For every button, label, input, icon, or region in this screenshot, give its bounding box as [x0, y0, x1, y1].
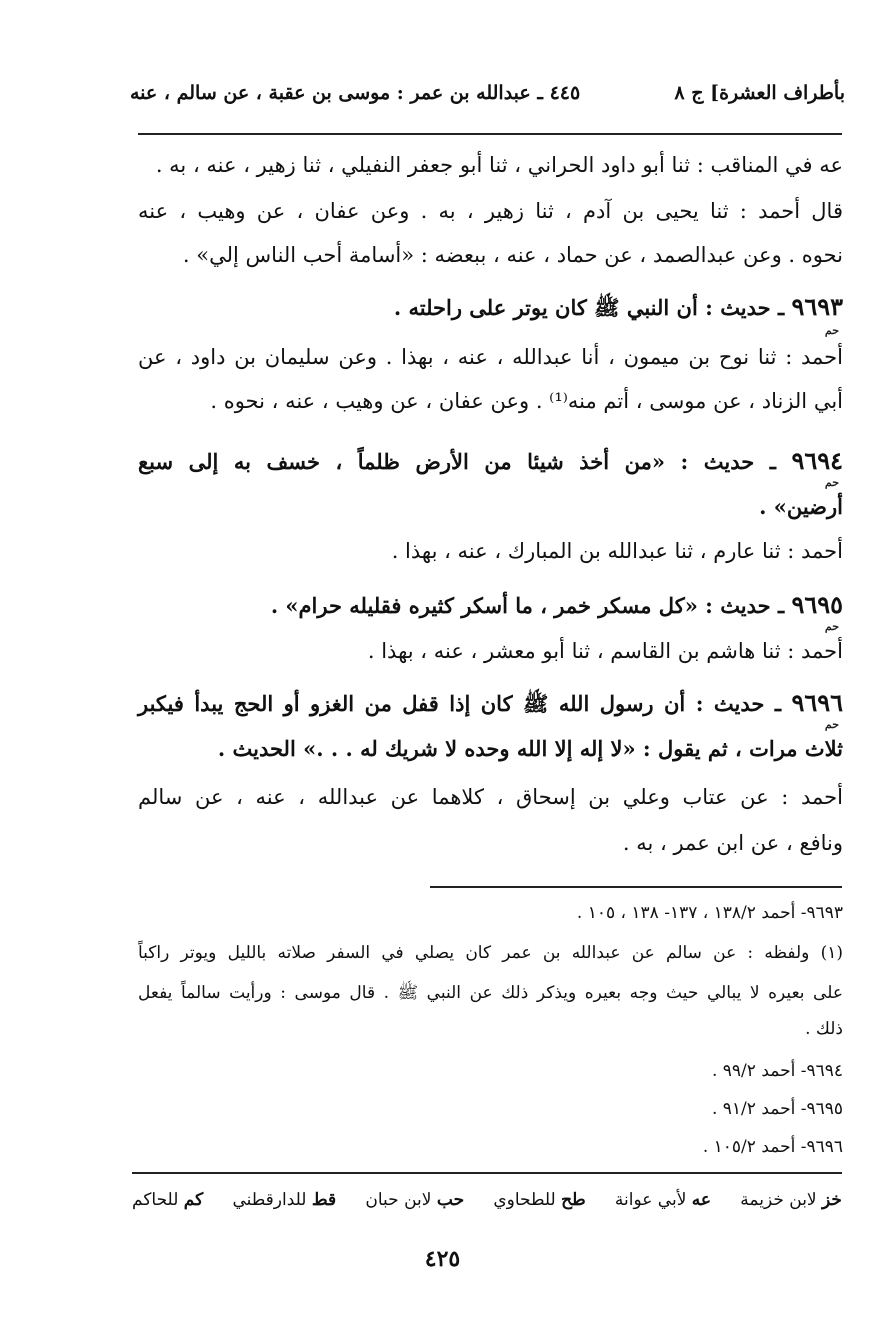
abbreviation-item: خز لابن خزيمة: [740, 1190, 842, 1210]
hadith-text: ـ حديث : أن رسول الله ﷺ كان إذا قفل من الغزو أو الحج يبدأ فيكبر: [138, 691, 781, 716]
hadith-text-continued: ثلاث مرات ، ثم يقول : «لا إله إلا الله وحده لا شريك له . . .» الحديث .: [217, 736, 843, 761]
hadith-heading: [138, 688, 843, 719]
footnote-line: (١) ولفظه : عن سالم عن عبدالله بن عمر كان يصلي في السفر صلاته بالليل ويوتر راكباً: [138, 943, 843, 963]
hadith-number: ٩٦٩٣: [791, 292, 843, 321]
hadith-number: ٩٦٩٦: [791, 688, 844, 717]
footnote-line: ٩٦٩٥- أحمد ٩١/٢ .: [711, 1099, 843, 1119]
hadith-text-continued: أرضين» .: [759, 494, 843, 519]
footnote-line: ٩٦٩٤- أحمد ٩٩/٢ .: [711, 1061, 843, 1081]
body-line: نحوه . وعن عبدالصمد ، عن حماد ، عنه ، ببعضه : «أسامة أحب الناس إلي» .: [182, 243, 843, 267]
source-line: أحمد : ثنا هاشم بن القاسم ، ثنا أبو معشر ، عنه ، بهذا .: [367, 639, 843, 663]
header-chapter: ٤٤٥ ـ عبدالله بن عمر : موسى بن عقبة ، عن سالم ، عنه: [130, 82, 581, 104]
abbreviation-item: حب لابن حبان: [365, 1190, 465, 1210]
page-number: ٤٢٥: [424, 1246, 461, 1272]
source-sigla: حم: [824, 324, 839, 337]
header-book-volume: بأطراف العشرة] ج ٨: [674, 82, 845, 104]
hadith-heading: [138, 590, 843, 621]
hadith-number: ٩٦٩٥: [791, 590, 843, 619]
header-rule: [138, 133, 842, 135]
source-line: أحمد : ثنا نوح بن ميمون ، أنا عبدالله ، عنه ، بهذا . وعن سليمان بن داود ، عن: [138, 345, 843, 369]
running-header: [130, 82, 845, 116]
hadith-text: ـ حديث : «كل مسكر خمر ، ما أسكر كثيره فقليله حرام» .: [270, 593, 785, 618]
hadith-heading: [138, 446, 843, 477]
source-line: أحمد : عن عتاب وعلي بن إسحاق ، كلاهما عن عبدالله ، عنه ، عن سالم: [138, 785, 843, 809]
footnote-line: ذلك .: [805, 1019, 843, 1039]
source-sigla: حم: [824, 620, 839, 633]
footnote-line: على بعيره لا يبالي حيث وجه بعيره ويذكر ذلك عن النبي ﷺ . قال موسى : ورأيت سالماً يفعل: [138, 983, 843, 1003]
body-line: قال أحمد : ثنا يحيى بن آدم ، ثنا زهير ، به . وعن عفان ، عن وهيب ، عنه: [138, 199, 843, 223]
hadith-heading: [138, 292, 843, 323]
source-line: أبي الزناد ، عن موسى ، أتم منه⁽¹⁾ . وعن عفان ، عن وهيب ، عنه ، نحوه .: [210, 389, 843, 413]
abbreviation-item: عه لأبي عوانة: [614, 1190, 712, 1210]
footnote-line: ٩٦٩٣- أحمد ١٣٨/٢ ، ١٣٧- ١٣٨ ، ١٠٥ .: [576, 903, 843, 923]
footnote-line: ٩٦٩٦- أحمد ١٠٥/٢ .: [702, 1137, 843, 1157]
abbreviation-item: قط للدارقطني: [232, 1190, 337, 1210]
body-line: عه في المناقب : ثنا أبو داود الحراني ، ثنا أبو جعفر النفيلي ، ثنا زهير ، عنه ، به .: [155, 153, 843, 177]
hadith-number: ٩٦٩٤: [791, 446, 844, 475]
hadith-text: ـ حديث : «من أخذ شيئا من الأرض ظلماً ، خسف به إلى سبع: [138, 449, 776, 474]
abbreviations-key: [132, 1190, 842, 1220]
abbreviations-rule: [132, 1172, 842, 1174]
abbreviation-item: كم للحاكم: [132, 1190, 204, 1210]
source-line: أحمد : ثنا عارم ، ثنا عبدالله بن المبارك ، عنه ، بهذا .: [391, 539, 843, 563]
hadith-text: ـ حديث : أن النبي ﷺ كان يوتر على راحلته .: [393, 295, 785, 320]
abbreviation-item: طح للطحاوي: [493, 1190, 586, 1210]
source-line: ونافع ، عن ابن عمر ، به .: [622, 831, 843, 855]
footnote-rule: [430, 886, 842, 888]
source-sigla: حم: [824, 718, 839, 731]
source-sigla: حم: [824, 476, 839, 489]
